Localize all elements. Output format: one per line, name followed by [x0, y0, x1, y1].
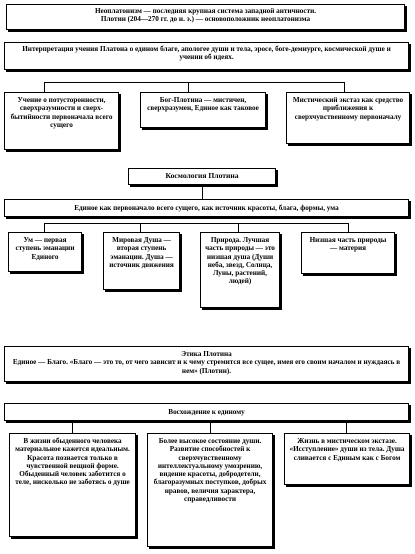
one-text: Единое как первоначало всего сущего, как источник красоты, блага, формы, ума: [74, 204, 339, 212]
row3-text: Более высокое состояние души. Развитие способностей к сверхчувственному интеллектуальному умозрению, видение красоты, добродетели, благоразумных поступков, добрых нравов, величия характера, справедливости: [153, 437, 267, 503]
row2-box-matter: [301, 232, 395, 274]
row1-box-god: [140, 92, 266, 128]
row1-box-ecstasy: [286, 92, 410, 144]
row1-text: Мистический экстаз как средство приближения к сверхчувственному первоначалу: [292, 96, 404, 121]
header-box: [6, 4, 405, 30]
row3-box-mystic: [284, 433, 410, 485]
ethics-title: Этика Плотина: [181, 350, 232, 358]
header-line-2: Плотин (204—270 гг. до н. э.) — основоположник неоплатонизма: [100, 15, 311, 24]
connector: [140, 223, 141, 232]
interpretation-text: Интерпретация учения Платона о едином благе, апологее души и тела, эросе, боге-демиурге, космической душе и учении об идеях.: [22, 45, 391, 62]
cosmology-title: Космология Плотина: [165, 171, 239, 180]
connector: [348, 223, 349, 232]
connector: [344, 82, 345, 92]
one-box: [4, 199, 409, 217]
connector: [188, 82, 189, 92]
connector: [346, 421, 347, 433]
row2-text: Ум — первая ступень эманации Единого: [15, 236, 75, 261]
ethics-text: Единое — Благо. «Благо — это то, от чего зависит и к чему стремится все сущее, имея его своим началом и нуждаясь в нем» (Плотин).: [12, 358, 401, 375]
row1-box-transcendence: [4, 92, 119, 150]
ethics-box: [4, 346, 409, 382]
row3-text: В жизни обыденного человека материальное кажется идеальным. Красота познается только в чувственной вещной форме. Обыденный человек заботится о теле, нисколько не заботясь о душе: [15, 437, 130, 487]
connector: [44, 82, 344, 83]
interpretation-box: [4, 42, 409, 70]
connector: [238, 223, 239, 232]
row2-text: Мировая Душа — вторая ступень эманации. Душа — источник движения: [109, 236, 174, 269]
row2-text: Природа. Лучшая часть природы — это низшая душа (Души неба, звезд, Солнца, Луны, растений, людей): [205, 236, 275, 286]
row1-text: Учение о потусторонности, сверхразумности и сверх-бытийности первоначала всего сущего: [10, 96, 113, 129]
ascent-box: [4, 403, 409, 421]
cosmology-title-box: [128, 168, 276, 185]
connector: [210, 421, 211, 433]
ascent-title: Восхождение к единому: [168, 408, 245, 416]
row3-box-higher: [147, 433, 273, 547]
row2-box-mind: [8, 232, 82, 272]
row1-text: Бог-Плотина — мистичен, сверхразумен, Единое как таковое: [147, 96, 259, 113]
row3-text: Жизнь в мистическом экстазе. «Исступление» души из тела. Душа сливается с Единым как с Богом: [289, 437, 405, 462]
connector: [202, 187, 203, 199]
row2-box-world-soul: [103, 232, 180, 290]
row3-box-ordinary: [9, 433, 136, 537]
header-line-1: Неоплатонизм — последняя крупная система западной античности.: [94, 7, 317, 15]
connector: [72, 421, 73, 433]
row2-box-nature: [200, 232, 280, 308]
row2-text: Низшая часть природы — материя: [309, 236, 387, 253]
connector: [44, 82, 45, 92]
connector: [44, 223, 348, 224]
connector: [44, 223, 45, 232]
